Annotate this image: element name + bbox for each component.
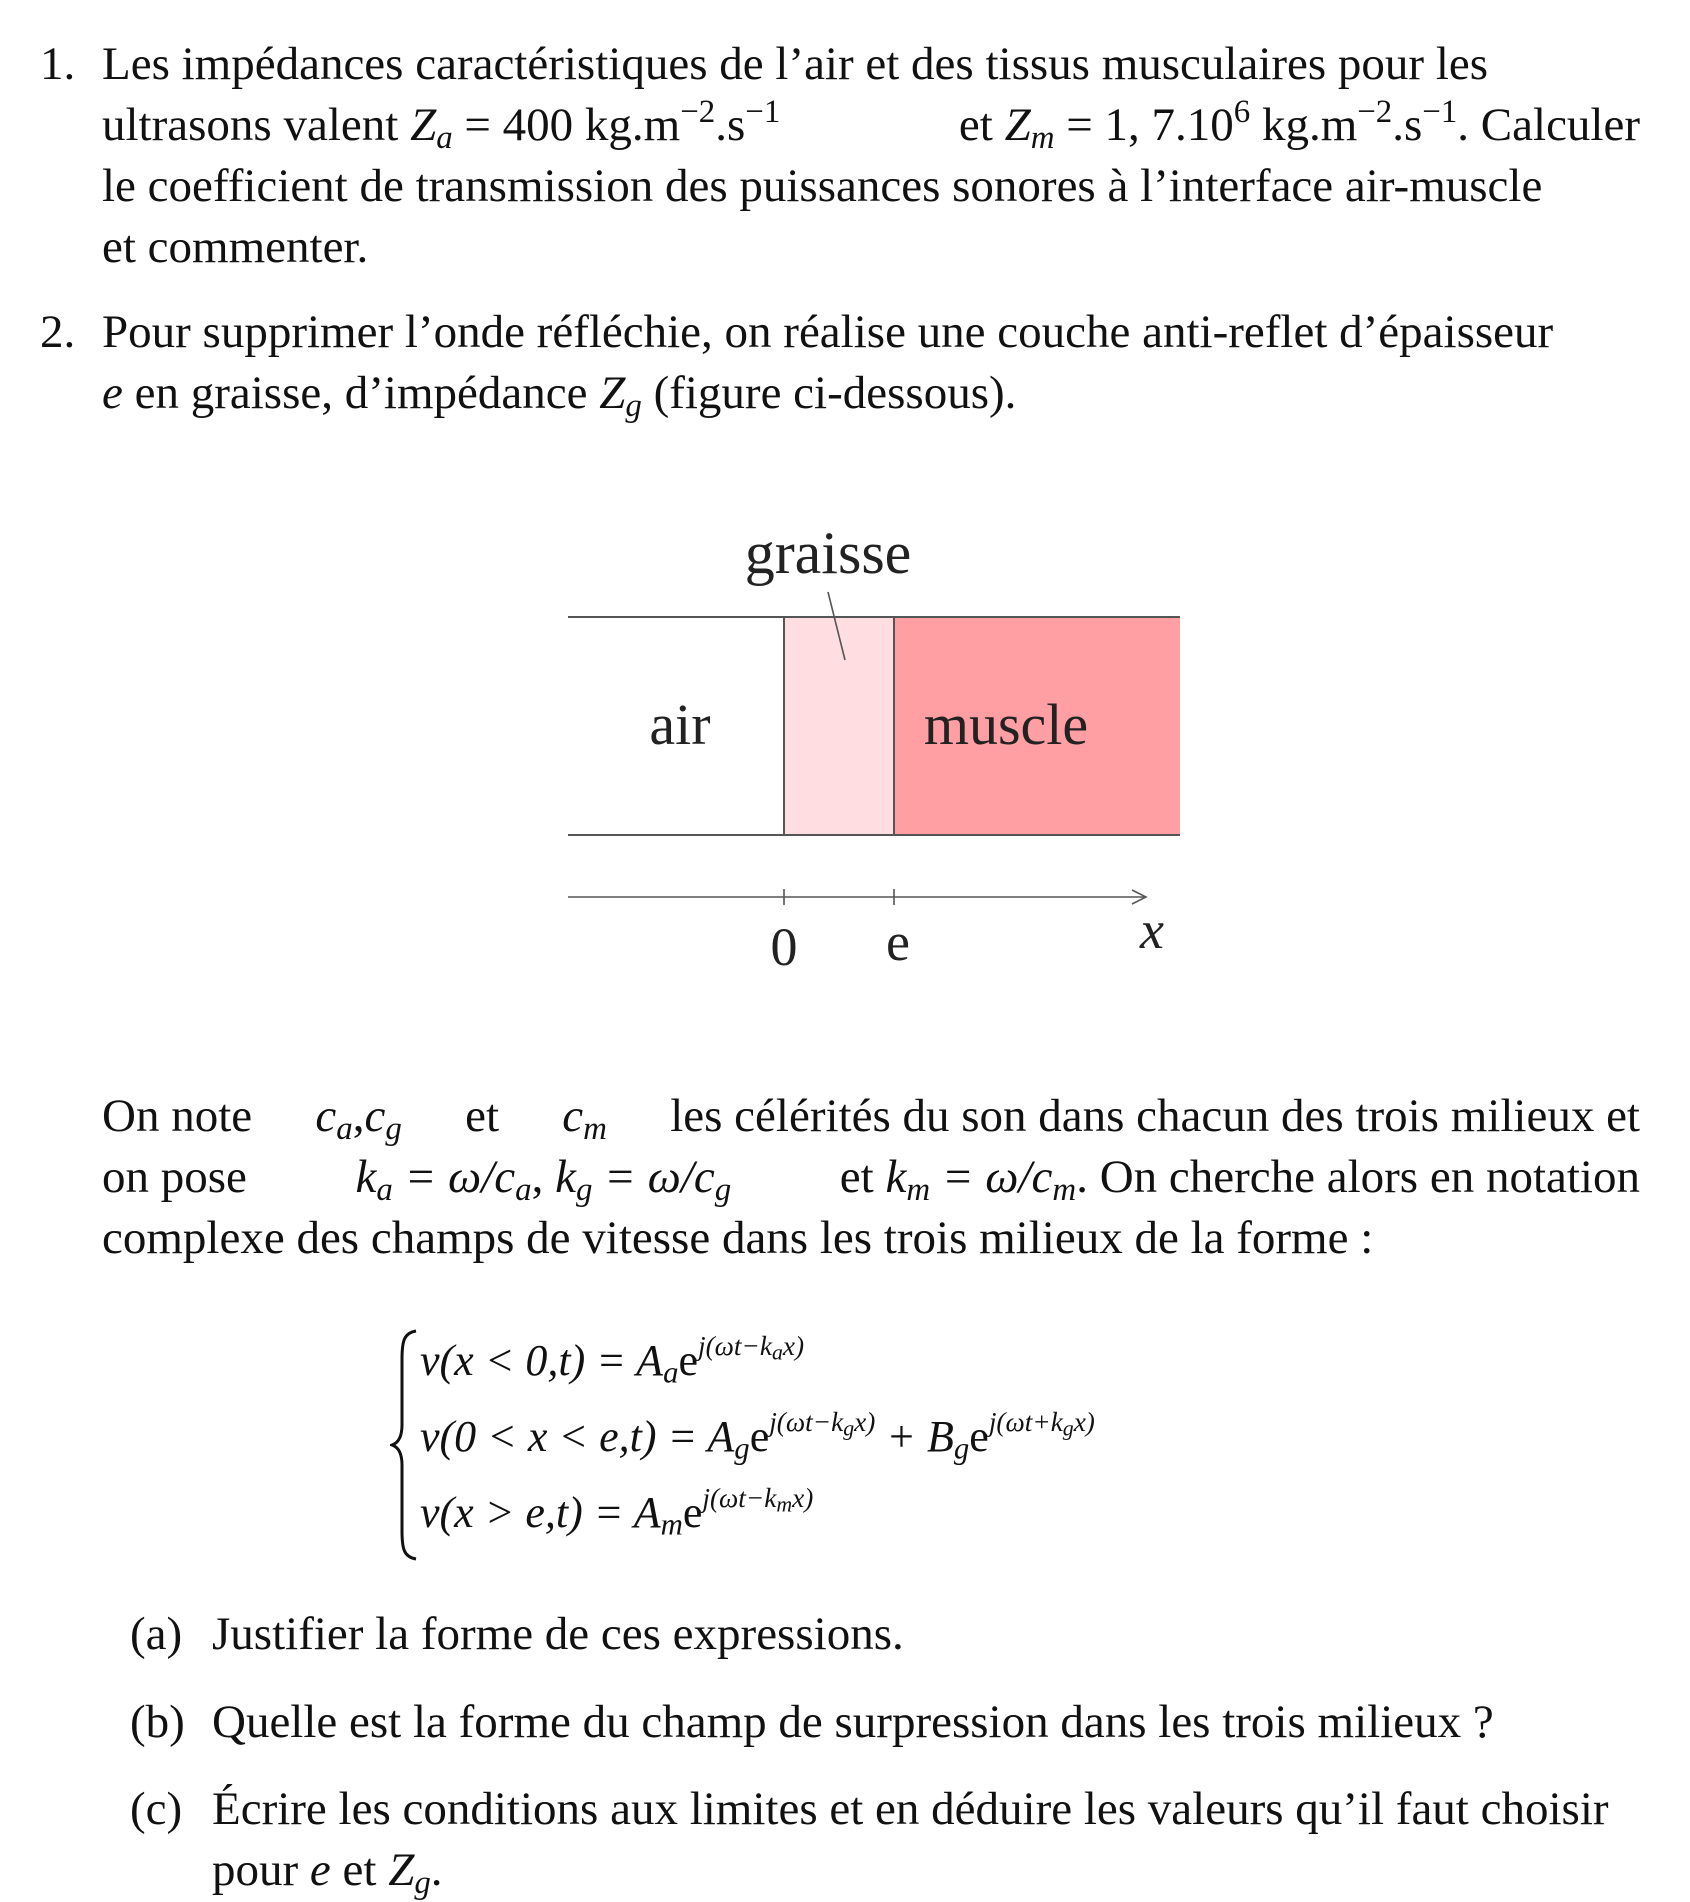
question-1-line-4: et commenter.	[102, 221, 369, 273]
graisse-label: graisse	[744, 520, 912, 586]
subquestion-a-label: (a)	[130, 1608, 183, 1660]
subquestion-b-label: (b)	[130, 1696, 185, 1748]
question-2-text	[102, 302, 1640, 424]
graisse-layer	[784, 617, 894, 835]
tick-e-label: e	[886, 912, 910, 972]
subquestion-b-text: Quelle est la forme du champ de surpression dans les trois milieux ?	[212, 1696, 1494, 1748]
equation-graisse: $v(0 < x < e,t) = A_ge^{j(\omega t-k_gx)} + B_ge^{j(\omega t+k_gx)}$	[420, 1406, 1095, 1466]
question-1-number: 1.	[40, 38, 76, 90]
subquestion-c-label: (c)	[130, 1783, 183, 1835]
muscle-label: muscle	[923, 692, 1089, 757]
paragraph-line-2: on pose $k_a = \omega/c_a$, $k_g = \omega/c_g$ et $k_m = \omega/c_m$. On cherche alors en notation	[102, 1151, 1640, 1209]
x-axis-label: x	[1140, 900, 1164, 960]
subquestion-c-line-1: Écrire les conditions aux limites et en déduire les valeurs qu’il faut choisir	[212, 1783, 1609, 1835]
question-1-line-1: Les impédances caractéristiques de l’air et des tissus musculaires pour les	[102, 38, 1489, 90]
tick-zero-label: 0	[770, 917, 798, 977]
question-1-line-2: ultrasons valent $Z_a = 400$ $kg.m^{-2}.s^{-1}$ et $Z_m = 1$, 7.10$^6$ $kg.m^{-2}.s^{-1}$. Calculer	[102, 93, 1640, 157]
air-label: air	[649, 692, 711, 757]
paragraph-line-1: On note $c_a,c_g$ et $c_m$ les célérités du son dans chacun des trois milieux et	[102, 1090, 1640, 1148]
velocity-equation-system	[390, 1325, 1310, 1565]
subquestion-c-text	[212, 1779, 1640, 1901]
paragraph-line-3: complexe des champs de vitesse dans les trois milieux de la forme :	[102, 1212, 1374, 1264]
velocity-intro-paragraph	[102, 1086, 1640, 1269]
left-brace	[390, 1325, 420, 1565]
equation-muscle: $v(x > e,t) = A_me^{j(\omega t-k_mx)}$	[420, 1482, 814, 1542]
layer-diagram	[560, 520, 1180, 980]
question-2-number: 2.	[40, 306, 76, 358]
subquestion-c-line-2: pour e et $Z_g$.	[212, 1844, 443, 1902]
question-2-line-2: e en graisse, d’impédance $Z_g$ (figure ci-dessous).	[102, 367, 1017, 425]
equation-air: $v(x < 0,t) = A_ae^{j(\omega t-k_ax)}$	[420, 1330, 805, 1390]
question-1-text	[102, 34, 1640, 278]
question-2-line-1: Pour supprimer l’onde réfléchie, on réalise une couche anti-reflet d’épaisseur	[102, 306, 1554, 358]
question-1-line-3: le coefficient de transmission des puissances sonores à l’interface air-muscle	[102, 160, 1543, 212]
subquestion-a-text: Justifier la forme de ces expressions.	[212, 1608, 904, 1660]
